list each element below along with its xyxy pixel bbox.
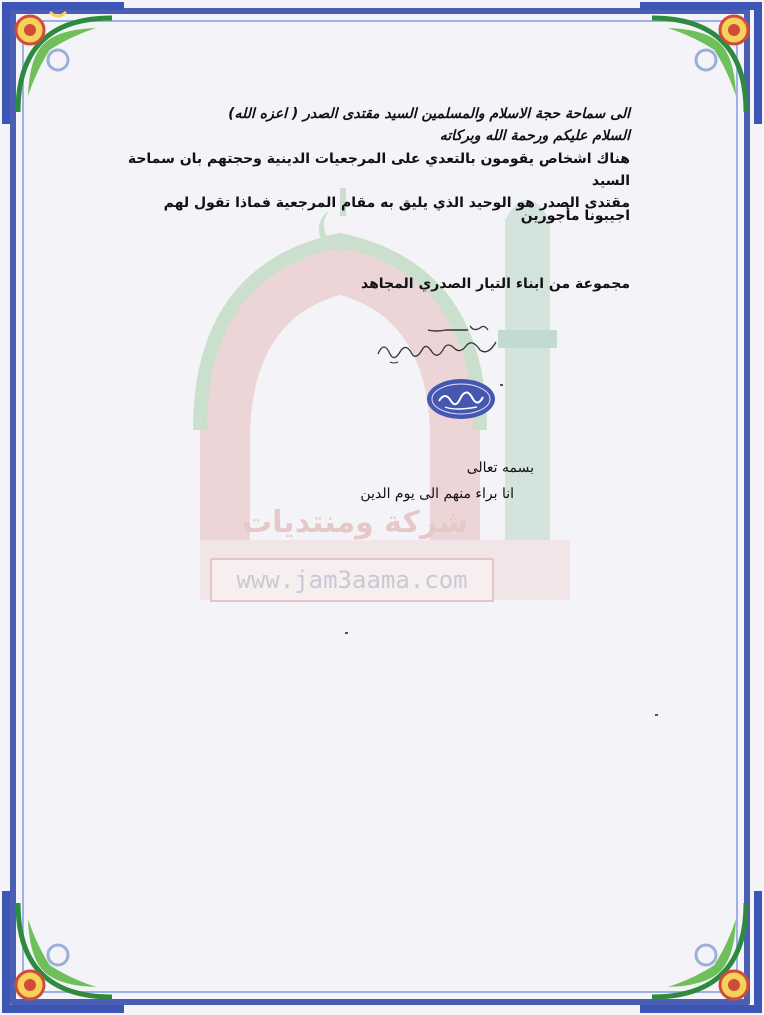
- floral-corner-icon: [0, 885, 130, 1015]
- floral-corner-icon: [634, 0, 764, 130]
- letter-greeting: السلام عليكم ورحمة الله وبركاته: [439, 128, 630, 144]
- scan-speck: [655, 714, 658, 716]
- reply-text: انا براء منهم الى يوم الدين: [360, 486, 514, 502]
- reply-heading: بسمه تعالى: [466, 460, 534, 476]
- watermark-url: www.jam3aama.com: [210, 558, 494, 602]
- floral-corner-icon: [634, 885, 764, 1015]
- letter-request: اجيبونا مأجورين: [520, 208, 630, 224]
- letter-question-line: هناك اشخاص يقومون بالتعدي على المرجعيات الدينية وحجتهم بان سماحة السيد: [127, 151, 630, 189]
- scan-speck: [500, 384, 503, 386]
- scan-speck: [345, 632, 348, 634]
- letter-question-line: مقتدى الصدر هو الوحيد الذي يليق به مقام المرجعية فماذا تقول لهم: [163, 195, 630, 211]
- letter-question: [125, 148, 630, 214]
- letter-addressee: الى سماحة حجة الاسلام والمسلمين السيد مقتدى الصدر ( اعزه الله): [228, 106, 630, 122]
- watermark-brand: شركة ومنتديات: [242, 505, 468, 540]
- official-seal-stamp: [425, 377, 497, 421]
- mosque-watermark-icon: [180, 180, 600, 610]
- letter-sender: مجموعة من ابناء التيار الصدري المجاهد: [360, 276, 630, 292]
- handwritten-reply-signature: [370, 318, 510, 368]
